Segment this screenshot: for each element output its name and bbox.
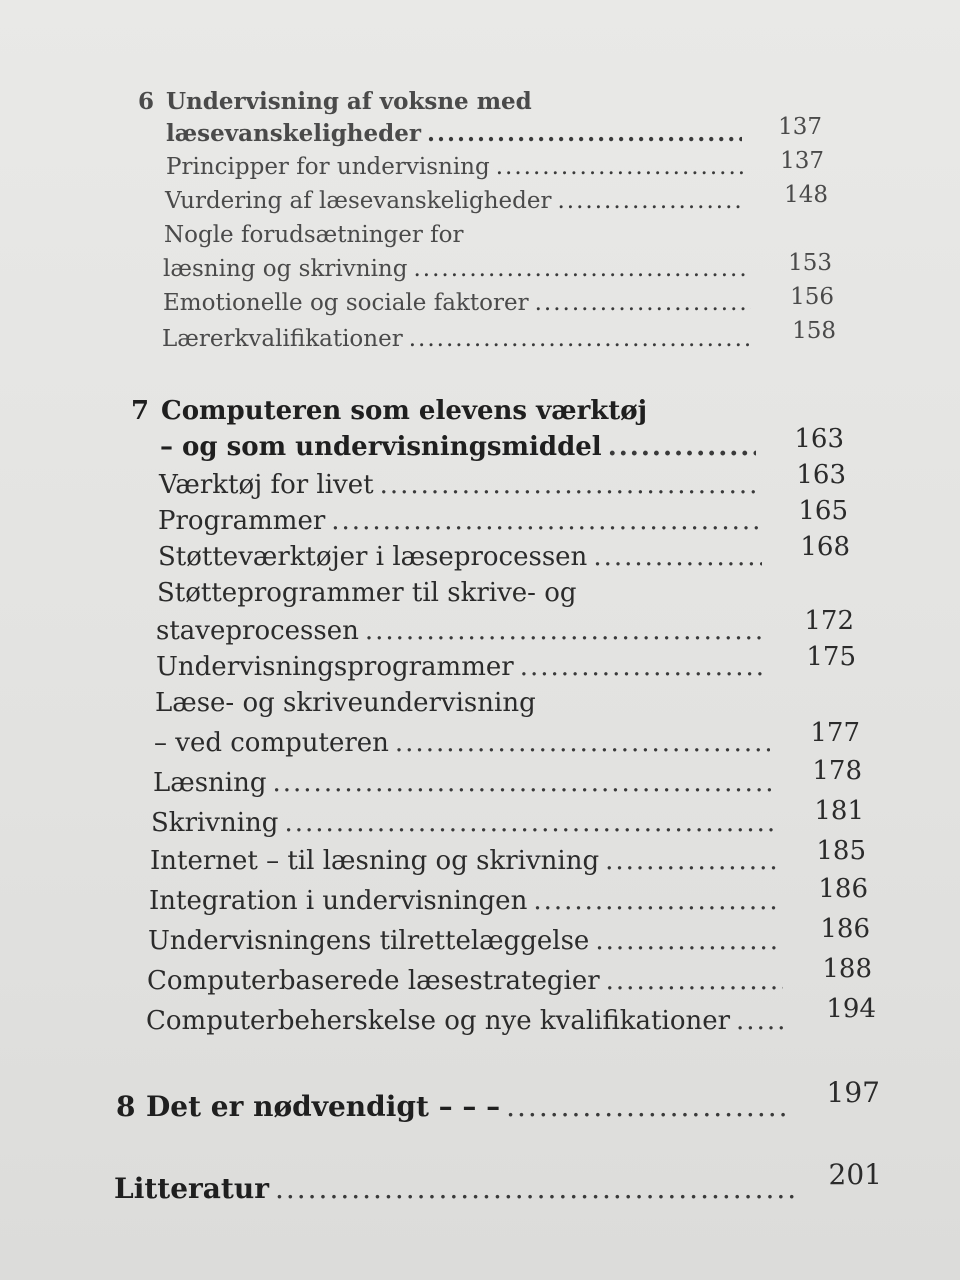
entry-label: Integration i undervisningen — [149, 886, 528, 916]
toc-entry — [148, 926, 786, 956]
page-number: 188 — [822, 954, 872, 984]
chapter-title: Det er nødvendigt – – – — [146, 1090, 501, 1123]
entry-label: Vurdering af læsevanskeligheder — [165, 188, 552, 214]
toc-entry — [146, 1006, 792, 1036]
dot-leader — [409, 326, 752, 352]
page-number: 165 — [798, 496, 848, 526]
page-number: 186 — [818, 874, 868, 904]
dot-leader — [380, 470, 757, 500]
literature-title: Litteratur — [114, 1172, 269, 1205]
page-number: 137 — [780, 148, 824, 174]
entry-label: staveprocessen — [156, 616, 359, 646]
entry-label: læsning og skrivning — [163, 256, 408, 282]
entry-label: Støtteværktøjer i læseprocessen — [158, 542, 588, 572]
dot-leader — [605, 846, 776, 876]
toc-entry — [160, 432, 762, 462]
page-number: 148 — [784, 182, 828, 208]
dot-leader — [365, 616, 764, 646]
literature-entry — [114, 1172, 800, 1205]
entry-label: Principper for undervisning — [166, 154, 490, 180]
dot-leader — [595, 926, 780, 956]
page-number: 163 — [794, 424, 844, 454]
page-number: 181 — [814, 796, 864, 826]
chapter-7-heading — [131, 396, 647, 426]
toc-entry — [147, 966, 789, 996]
toc-entry — [151, 808, 779, 838]
page-number: 197 — [826, 1076, 880, 1109]
page-number: 137 — [778, 114, 822, 140]
toc-entry — [149, 886, 785, 916]
page-number: 185 — [816, 836, 866, 866]
entry-label: Emotionelle og sociale faktorer — [163, 290, 529, 316]
page-number: 201 — [828, 1158, 882, 1191]
page-number: 172 — [804, 606, 854, 636]
dot-leader — [593, 542, 762, 572]
chapter-6-heading — [138, 88, 532, 115]
dot-leader — [606, 966, 783, 996]
dot-leader — [275, 1172, 794, 1205]
toc-entry — [163, 256, 755, 282]
dot-leader — [427, 120, 742, 147]
toc-entry — [159, 470, 763, 500]
dot-leader — [520, 652, 766, 682]
dot-leader — [506, 1090, 790, 1123]
dot-leader — [331, 506, 758, 536]
toc-entry — [166, 154, 750, 180]
toc-entry — [153, 768, 777, 798]
page-number: 194 — [826, 994, 876, 1024]
chapter-8-entry — [116, 1090, 796, 1123]
entry-label: Værktøj for livet — [159, 470, 374, 500]
chapter-number: 6 — [138, 88, 155, 115]
dot-leader — [496, 154, 744, 180]
toc-entry — [154, 728, 776, 758]
page-number: 153 — [788, 250, 832, 276]
toc-entry — [158, 506, 764, 536]
page-number: 178 — [812, 756, 862, 786]
page-number: 186 — [820, 914, 870, 944]
toc-entry — [162, 326, 758, 352]
toc-entry — [163, 290, 757, 316]
entry-label: Skrivning — [151, 808, 279, 838]
entry-label: Læsning — [153, 768, 267, 798]
entry-label: Undervisningsprogrammer — [156, 652, 514, 682]
chapter-title-line1: Undervisning af voksne med — [166, 88, 532, 115]
entry-label: Programmer — [158, 506, 326, 536]
entry-label: Lærerkvalifikationer — [162, 326, 403, 352]
dot-leader — [413, 256, 749, 282]
chapter-title-line1: Computeren som elevens værktøj — [161, 396, 648, 426]
entry-label: Undervisningens tilrettelæggelse — [148, 926, 590, 956]
chapter-number: 8 — [116, 1090, 136, 1123]
page-number: 175 — [806, 642, 856, 672]
entry-label: Computerbeherskelse og nye kvalifikationer — [146, 1006, 731, 1036]
toc-entry — [156, 652, 772, 682]
page-number: 177 — [810, 718, 860, 748]
chapter-number: 7 — [131, 396, 150, 426]
dot-leader — [608, 432, 756, 462]
dot-leader — [557, 188, 745, 214]
chapter-title-line2: – og som undervisningsmiddel — [160, 432, 602, 462]
toc-entry — [156, 616, 770, 646]
dot-leader — [273, 768, 772, 798]
dot-leader — [533, 886, 779, 916]
entry-label: Computerbaserede læsestrategier — [147, 966, 600, 996]
page-number: 156 — [790, 284, 834, 310]
chapter-title-line2: læsevanskeligheder — [166, 120, 421, 147]
dot-leader — [284, 808, 773, 838]
toc-entry — [166, 120, 748, 147]
entry-label-line1: Nogle forudsætninger for — [164, 222, 464, 248]
dot-leader — [535, 290, 751, 316]
toc-entry — [165, 188, 751, 214]
toc-entry — [150, 846, 782, 876]
page-number: 168 — [800, 532, 850, 562]
dot-leader — [395, 728, 770, 758]
dot-leader — [736, 1006, 786, 1036]
entry-label-line1: Læse- og skriveundervisning — [155, 688, 536, 718]
entry-label: – ved computeren — [154, 728, 389, 758]
entry-label-line1: Støtteprogrammer til skrive- og — [157, 578, 577, 608]
page-number: 163 — [796, 460, 846, 490]
toc-entry — [158, 542, 768, 572]
entry-label: Internet – til læsning og skrivning — [150, 846, 600, 876]
page-number: 158 — [792, 318, 836, 344]
